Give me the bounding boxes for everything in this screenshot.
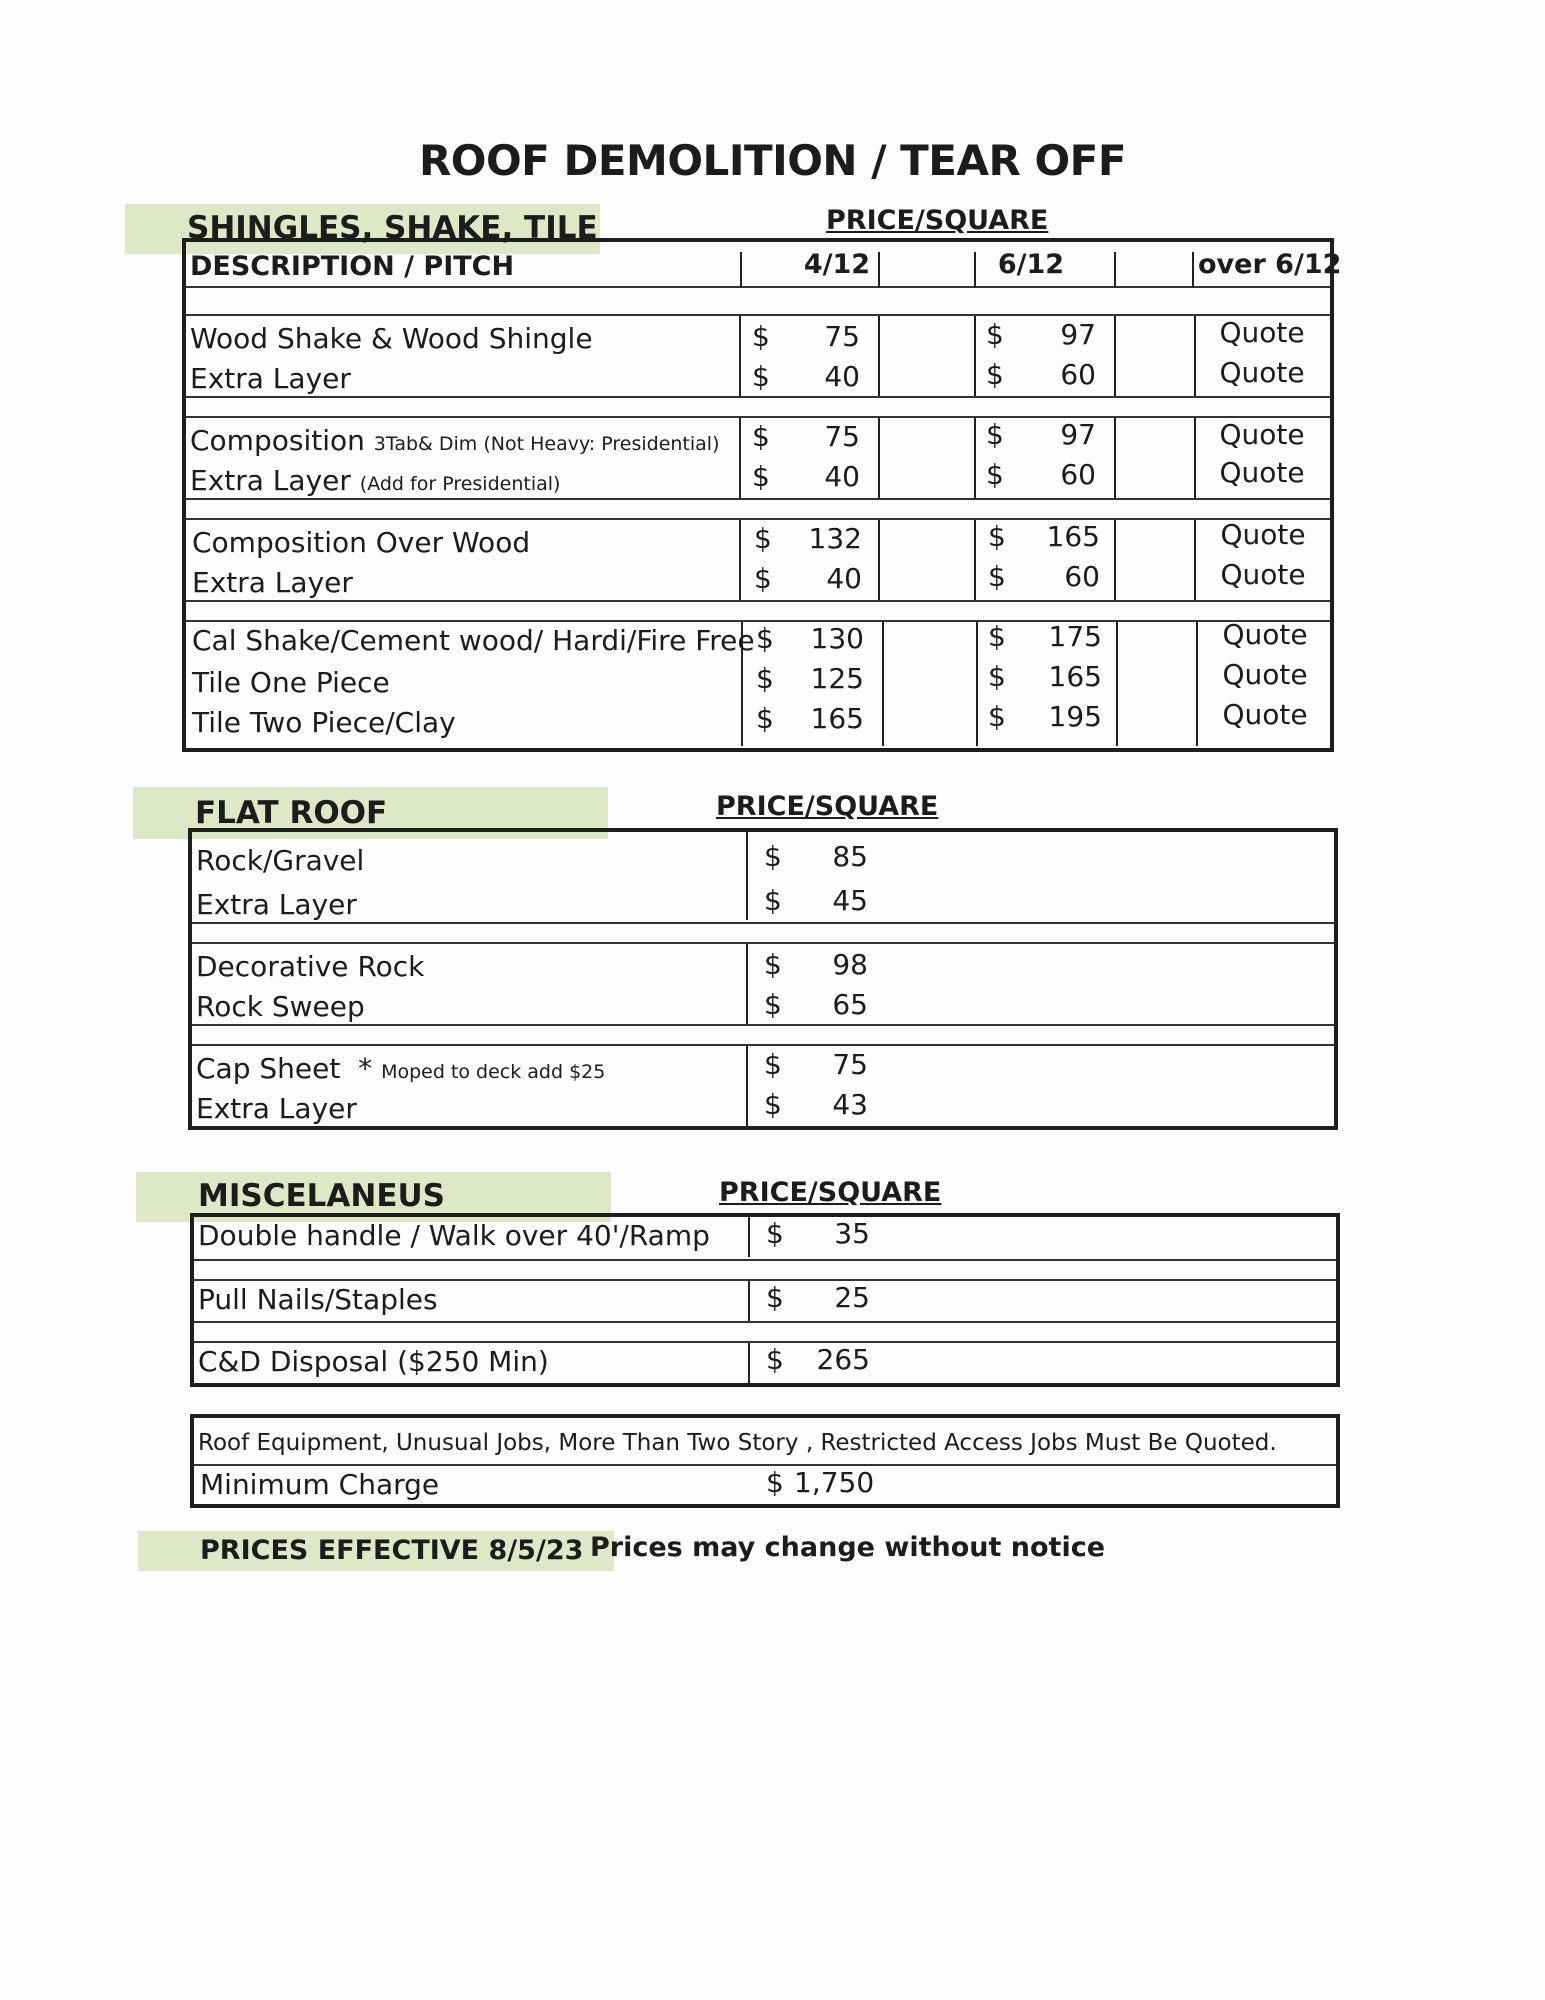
- row-desc: C&D Disposal ($250 Min): [198, 1345, 549, 1378]
- currency-symbol: $: [764, 840, 782, 873]
- col-divider: [739, 316, 741, 396]
- row-desc: Wood Shake & Wood Shingle: [190, 322, 593, 355]
- flat-table: [188, 828, 1338, 1130]
- currency-symbol: $: [986, 318, 1004, 351]
- col-divider: [739, 418, 741, 498]
- row-note: Moped to deck add $25: [381, 1061, 606, 1083]
- currency-symbol: $: [764, 884, 782, 917]
- price-6-12: 165: [1046, 520, 1100, 553]
- row-desc: Rock Sweep: [196, 990, 365, 1023]
- row-note: (Add for Presidential): [359, 473, 561, 495]
- currency-symbol: $: [988, 620, 1006, 653]
- price-4-12: 40: [824, 360, 860, 393]
- currency-symbol: $: [766, 1343, 784, 1376]
- row-desc: Extra Layer: [190, 362, 351, 395]
- row-desc: [190, 464, 560, 497]
- currency-symbol: $: [766, 1281, 784, 1314]
- currency-symbol: $: [764, 1088, 782, 1121]
- currency-symbol: $: [752, 360, 770, 393]
- price: 265: [816, 1343, 870, 1376]
- notice-text: Roof Equipment, Unusual Jobs, More Than Two Story , Restricted Access Jobs Must Be Quoted.: [198, 1430, 1277, 1456]
- price-over-6-12: Quote: [1222, 698, 1308, 731]
- notice-box: [190, 1414, 1340, 1508]
- price-6-12: 97: [1060, 318, 1096, 351]
- col-divider: [748, 1217, 750, 1257]
- asterisk: *: [358, 1052, 373, 1085]
- price-over-6-12: Quote: [1222, 618, 1308, 651]
- row-desc: Decorative Rock: [196, 950, 425, 983]
- footer-band: [138, 1531, 614, 1571]
- row-desc: Double handle / Walk over 40'/Ramp: [198, 1219, 710, 1252]
- row-desc: Pull Nails/Staples: [198, 1283, 438, 1316]
- row-desc: Cal Shake/Cement wood/ Hardi/Fire Free: [192, 624, 755, 657]
- col-divider: [1116, 622, 1118, 746]
- misc-table: [190, 1213, 1340, 1387]
- col-divider: [974, 316, 976, 396]
- currency-symbol: $: [754, 562, 772, 595]
- shingles-group-tile: [186, 620, 1330, 748]
- header-divider: [1192, 252, 1194, 288]
- row-desc: Tile One Piece: [192, 666, 390, 699]
- price-4-12: 125: [810, 662, 864, 695]
- currency-symbol: $: [766, 1466, 784, 1499]
- price: 65: [832, 988, 868, 1021]
- price: 75: [832, 1048, 868, 1081]
- misc-price-label: PRICE/SQUARE: [719, 1177, 942, 1208]
- header-divider: [740, 252, 742, 288]
- col-divider: [974, 520, 976, 600]
- flat-group-cap-sheet: [192, 1044, 1334, 1126]
- shingles-group-wood: [186, 314, 1330, 398]
- misc-section-label: MISCELANEUS: [198, 1178, 446, 1214]
- header-6-12: 6/12: [997, 249, 1065, 280]
- flat-group-rock: [192, 832, 1334, 924]
- price-4-12: 40: [826, 562, 862, 595]
- minimum-charge-label: Minimum Charge: [200, 1468, 440, 1501]
- price-4-12: 130: [810, 622, 864, 655]
- col-divider: [746, 944, 748, 1024]
- header-divider: [1114, 252, 1116, 288]
- col-divider: [739, 520, 741, 600]
- col-divider: [878, 520, 880, 600]
- col-divider: [1114, 418, 1116, 498]
- row-desc: Extra Layer: [196, 1092, 357, 1125]
- currency-symbol: $: [756, 622, 774, 655]
- currency-symbol: $: [988, 660, 1006, 693]
- flat-group-decorative: [192, 942, 1334, 1026]
- price-4-12: 75: [824, 320, 860, 353]
- price-4-12: 40: [824, 460, 860, 493]
- row-desc-text: Cap Sheet: [196, 1052, 341, 1085]
- currency-symbol: $: [752, 420, 770, 453]
- row-desc: [190, 424, 720, 457]
- currency-symbol: $: [986, 358, 1004, 391]
- currency-symbol: $: [764, 988, 782, 1021]
- col-divider: [748, 1281, 750, 1321]
- price: 98: [832, 948, 868, 981]
- currency-symbol: $: [986, 458, 1004, 491]
- price-6-12: 60: [1060, 458, 1096, 491]
- header-4-12: 4/12: [803, 249, 871, 280]
- price-over-6-12: Quote: [1219, 316, 1305, 349]
- currency-symbol: $: [988, 560, 1006, 593]
- flat-section-label: FLAT ROOF: [195, 795, 388, 831]
- price: 85: [832, 840, 868, 873]
- col-divider: [882, 622, 884, 746]
- currency-symbol: $: [756, 702, 774, 735]
- shingles-group-comp-over-wood: [186, 518, 1330, 602]
- currency-symbol: $: [756, 662, 774, 695]
- price-4-12: 75: [824, 420, 860, 453]
- currency-symbol: $: [986, 418, 1004, 451]
- price: 25: [834, 1281, 870, 1314]
- row-desc: Tile Two Piece/Clay: [192, 706, 456, 739]
- price-over-6-12: Quote: [1222, 658, 1308, 691]
- minimum-charge-value: 1,750: [794, 1466, 875, 1499]
- row-desc: Extra Layer: [196, 888, 357, 921]
- shingles-section-label: SHINGLES, SHAKE, TILE: [187, 210, 598, 246]
- misc-row: [194, 1217, 1336, 1261]
- row-note: 3Tab& Dim (Not Heavy: Presidential): [373, 433, 720, 455]
- price-4-12: 132: [808, 522, 862, 555]
- shingles-header-row: [186, 249, 1342, 288]
- prices-effective: PRICES EFFECTIVE 8/5/23: [200, 1535, 584, 1566]
- row-desc: Extra Layer: [192, 566, 353, 599]
- currency-symbol: $: [988, 700, 1006, 733]
- shingles-group-composition: [186, 416, 1330, 500]
- price-over-6-12: Quote: [1219, 456, 1305, 489]
- currency-symbol: $: [764, 948, 782, 981]
- col-divider: [748, 1343, 750, 1385]
- shingles-table: [182, 238, 1342, 752]
- misc-row: [194, 1279, 1336, 1323]
- price: 35: [834, 1217, 870, 1250]
- currency-symbol: $: [752, 320, 770, 353]
- price-6-12: 60: [1064, 560, 1100, 593]
- col-divider: [746, 832, 748, 920]
- row-desc: Rock/Gravel: [196, 844, 365, 877]
- price-6-12: 175: [1048, 620, 1102, 653]
- currency-symbol: $: [988, 520, 1006, 553]
- header-divider: [878, 252, 880, 288]
- price-6-12: 60: [1060, 358, 1096, 391]
- price-6-12: 195: [1048, 700, 1102, 733]
- row-desc-text: Composition: [190, 424, 365, 457]
- row-desc-text: Extra Layer: [190, 464, 351, 497]
- price-4-12: 165: [810, 702, 864, 735]
- price-over-6-12: Quote: [1220, 518, 1306, 551]
- row-desc: Composition Over Wood: [192, 526, 531, 559]
- header-description: DESCRIPTION / PITCH: [190, 251, 515, 282]
- misc-row: [194, 1341, 1336, 1383]
- currency-symbol: $: [764, 1048, 782, 1081]
- row-desc: [196, 1052, 605, 1085]
- currency-symbol: $: [766, 1217, 784, 1250]
- col-divider: [974, 418, 976, 498]
- col-divider: [1114, 316, 1116, 396]
- header-divider: [974, 252, 976, 288]
- price: 45: [832, 884, 868, 917]
- notice-row: [194, 1424, 1336, 1466]
- currency-symbol: $: [754, 522, 772, 555]
- shingles-price-label: PRICE/SQUARE: [826, 205, 1049, 236]
- price-6-12: 97: [1060, 418, 1096, 451]
- page-title: ROOF DEMOLITION / TEAR OFF: [418, 136, 1127, 185]
- header-over-6-12: over 6/12: [1198, 249, 1342, 280]
- price-over-6-12: Quote: [1219, 356, 1305, 389]
- col-divider: [878, 418, 880, 498]
- col-divider: [976, 622, 978, 746]
- currency-symbol: $: [752, 460, 770, 493]
- col-divider: [746, 1046, 748, 1126]
- price: 43: [832, 1088, 868, 1121]
- price-6-12: 165: [1048, 660, 1102, 693]
- col-divider: [878, 316, 880, 396]
- col-divider: [1114, 520, 1116, 600]
- prices-change-notice: Prices may change without notice: [590, 1532, 1106, 1563]
- price-over-6-12: Quote: [1220, 558, 1306, 591]
- price-over-6-12: Quote: [1219, 418, 1305, 451]
- flat-price-label: PRICE/SQUARE: [716, 791, 939, 822]
